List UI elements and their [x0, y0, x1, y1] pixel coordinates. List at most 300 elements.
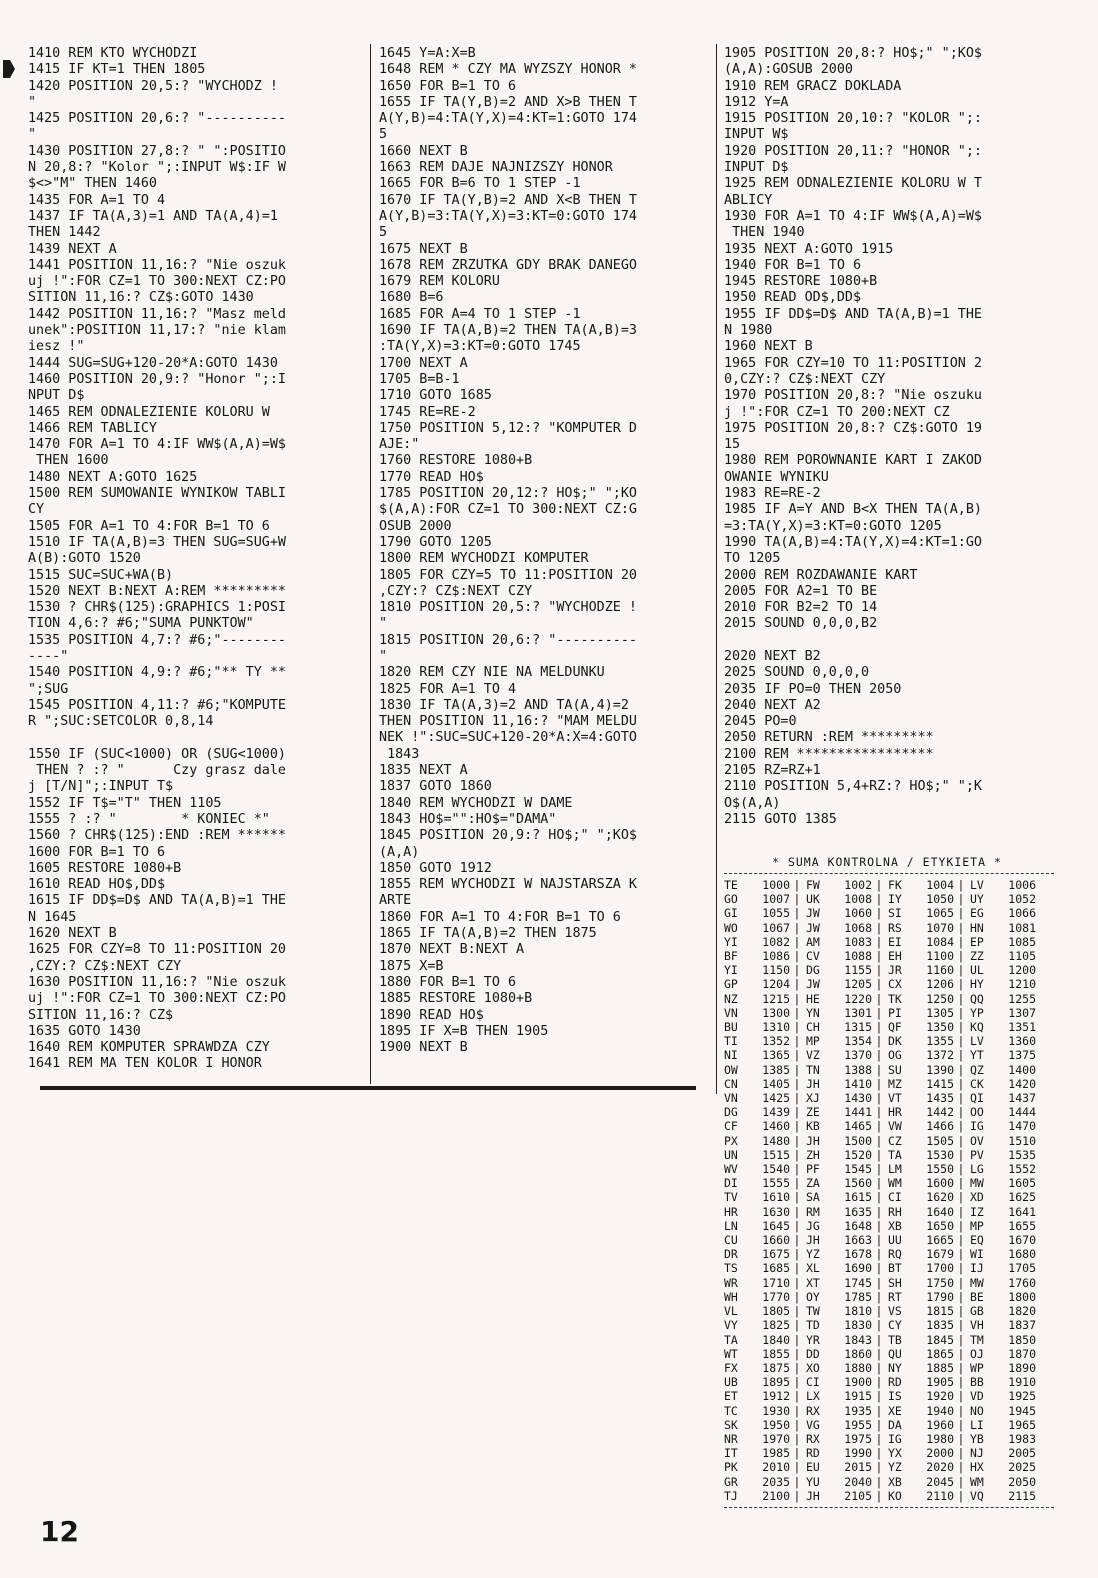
- checksum-separator: |: [957, 1261, 965, 1276]
- checksum-line: 1685: [762, 1261, 790, 1276]
- checksum-code: PF: [806, 1162, 820, 1177]
- checksum-code: WR: [724, 1275, 738, 1290]
- checksum-line: 1515: [762, 1147, 790, 1162]
- checksum-entry: [724, 1119, 806, 1133]
- checksum-line: 1355: [926, 1034, 954, 1049]
- checksum-separator: [1036, 1134, 1050, 1148]
- checksum-entry: [806, 1233, 888, 1247]
- checksum-code: IS: [888, 1389, 902, 1404]
- checksum-entry: [724, 1205, 806, 1219]
- checksum-code: PK: [724, 1460, 738, 1475]
- checksum-code: CN: [724, 1076, 738, 1091]
- checksum-entry: [970, 1176, 1052, 1190]
- checksum-separator: |: [793, 1403, 801, 1418]
- checksum-separator: |: [793, 1091, 801, 1106]
- checksum-code: KB: [806, 1119, 820, 1134]
- checksum-code: YU: [806, 1474, 820, 1489]
- checksum-separator: |: [793, 1261, 801, 1276]
- checksum-entry: [724, 1176, 806, 1190]
- checksum-code: QQ: [970, 991, 984, 1006]
- checksum-separator: |: [957, 1318, 965, 1333]
- checksum-code: JR: [888, 963, 902, 978]
- checksum-code: PV: [970, 1147, 984, 1162]
- checksum-code: VG: [806, 1417, 820, 1432]
- checksum-entry: [806, 1105, 888, 1119]
- checksum-separator: |: [957, 1488, 965, 1503]
- checksum-separator: |: [793, 1105, 801, 1120]
- checksum-line: 1870: [1008, 1346, 1036, 1361]
- checksum-entry: [724, 1475, 806, 1489]
- checksum-separator: |: [875, 1346, 883, 1361]
- checksum-line: 1002: [844, 878, 872, 892]
- checksum-code: TW: [806, 1304, 820, 1319]
- checksum-code: KQ: [970, 1020, 984, 1035]
- checksum-code: XE: [888, 1403, 902, 1418]
- checksum-separator: |: [875, 1020, 883, 1035]
- checksum-separator: |: [957, 1389, 965, 1404]
- checksum-code: XB: [888, 1218, 902, 1233]
- checksum-entry: [724, 1190, 806, 1204]
- checksum-separator: |: [875, 1048, 883, 1063]
- checksum-separator: |: [875, 1005, 883, 1020]
- checksum-line: 1670: [1008, 1233, 1036, 1248]
- checksum-row: [724, 1347, 1054, 1361]
- checksum-row: [724, 1375, 1054, 1389]
- checksum-row: [724, 1261, 1054, 1275]
- checksum-row: [724, 1219, 1054, 1233]
- checksum-separator: [1036, 921, 1050, 935]
- checksum-line: 1950: [762, 1417, 790, 1432]
- checksum-separator: |: [875, 1431, 883, 1446]
- checksum-code: TJ: [724, 1488, 738, 1503]
- checksum-code: EQ: [970, 1233, 984, 1248]
- checksum-code: GB: [970, 1304, 984, 1319]
- checksum-row: [724, 878, 1054, 892]
- checksum-code: VD: [970, 1389, 984, 1404]
- checksum-separator: |: [875, 949, 883, 964]
- checksum-line: 1700: [926, 1261, 954, 1276]
- checksum-separator: [1036, 1261, 1050, 1275]
- checksum-code: KO: [888, 1488, 902, 1503]
- checksum-entry: [970, 1432, 1052, 1446]
- checksum-line: 1200: [1008, 963, 1036, 978]
- checksum-separator: |: [793, 878, 801, 892]
- checksum-code: DK: [888, 1034, 902, 1049]
- checksum-line: 2000: [926, 1446, 954, 1461]
- checksum-separator: |: [793, 1247, 801, 1262]
- checksum-code: YR: [806, 1332, 820, 1347]
- checksum-entry: [888, 1190, 970, 1204]
- checksum-row: [724, 1446, 1054, 1460]
- checksum-separator: |: [793, 1275, 801, 1290]
- checksum-line: 1930: [762, 1403, 790, 1418]
- checksum-entry: [970, 1205, 1052, 1219]
- checksum-entry: [806, 977, 888, 991]
- checksum-separator: |: [957, 1460, 965, 1475]
- checksum-line: 1865: [926, 1346, 954, 1361]
- checksum-entry: [806, 1304, 888, 1318]
- checksum-line: 1620: [926, 1190, 954, 1205]
- checksum-separator: [1036, 1460, 1050, 1474]
- checksum-separator: |: [793, 949, 801, 964]
- checksum-code: UB: [724, 1375, 738, 1390]
- checksum-code: EI: [888, 934, 902, 949]
- checksum-separator: |: [793, 1218, 801, 1233]
- checksum-line: 1690: [844, 1261, 872, 1276]
- checksum-row: [724, 892, 1054, 906]
- checksum-row: [724, 1475, 1054, 1489]
- checksum-separator: |: [957, 1005, 965, 1020]
- checksum-line: 1307: [1008, 1005, 1036, 1020]
- checksum-line: 1555: [762, 1176, 790, 1191]
- checksum-entry: [806, 935, 888, 949]
- checksum-line: 1815: [926, 1304, 954, 1319]
- checksum-separator: |: [875, 1332, 883, 1347]
- checksum-entry: [970, 1418, 1052, 1432]
- checksum-code: YI: [724, 934, 738, 949]
- checksum-separator: |: [793, 1375, 801, 1390]
- checksum-separator: |: [957, 963, 965, 978]
- checksum-entry: [724, 1219, 806, 1233]
- checksum-entry: [970, 1333, 1052, 1347]
- checksum-entry: [970, 1162, 1052, 1176]
- checksum-line: 1067: [762, 920, 790, 935]
- checksum-code: YT: [970, 1048, 984, 1063]
- checksum-separator: |: [957, 1062, 965, 1077]
- checksum-line: 1000: [762, 878, 790, 892]
- checksum-line: 1965: [1008, 1417, 1036, 1432]
- checksum-entry: [888, 921, 970, 935]
- checksum-row: [724, 935, 1054, 949]
- checksum-line: 1550: [926, 1162, 954, 1177]
- checksum-entry: [806, 1176, 888, 1190]
- checksum-separator: |: [875, 934, 883, 949]
- checksum-separator: |: [875, 1289, 883, 1304]
- checksum-code: QZ: [970, 1062, 984, 1077]
- checksum-code: LM: [888, 1162, 902, 1177]
- checksum-line: 1084: [926, 934, 954, 949]
- checksum-separator: |: [875, 1190, 883, 1205]
- checksum-separator: |: [793, 991, 801, 1006]
- checksum-code: HX: [970, 1460, 984, 1475]
- checksum-code: IG: [970, 1119, 984, 1134]
- checksum-code: ZA: [806, 1176, 820, 1191]
- checksum-code: XL: [806, 1261, 820, 1276]
- checksum-entry: [970, 1276, 1052, 1290]
- checksum-line: 1305: [926, 1005, 954, 1020]
- checksum-separator: [1036, 1105, 1050, 1119]
- checksum-separator: [1036, 1489, 1050, 1503]
- checksum-code: VS: [888, 1304, 902, 1319]
- checksum-line: 1410: [844, 1076, 872, 1091]
- checksum-separator: |: [957, 1346, 965, 1361]
- checksum-code: DG: [806, 963, 820, 978]
- checksum-separator: [1036, 935, 1050, 949]
- checksum-code: MP: [806, 1034, 820, 1049]
- checksum-separator: [1036, 1389, 1050, 1403]
- checksum-separator: |: [793, 1176, 801, 1191]
- checksum-code: QF: [888, 1020, 902, 1035]
- checksum-entry: [970, 1148, 1052, 1162]
- checksum-line: 1890: [1008, 1360, 1036, 1375]
- checksum-separator: |: [875, 1091, 883, 1106]
- checksum-line: 1935: [844, 1403, 872, 1418]
- checksum-line: 1970: [762, 1431, 790, 1446]
- checksum-title: * SUMA KONTROLNA / ETYKIETA *: [772, 855, 1002, 869]
- checksum-entry: [724, 1304, 806, 1318]
- checksum-entry: [888, 1034, 970, 1048]
- checksum-entry: [888, 878, 970, 892]
- checksum-code: VH: [970, 1318, 984, 1333]
- checksum-separator: |: [957, 991, 965, 1006]
- checksum-separator: |: [793, 1289, 801, 1304]
- checksum-line: 1055: [762, 906, 790, 921]
- checksum-entry: [970, 963, 1052, 977]
- checksum-code: XT: [806, 1275, 820, 1290]
- checksum-line: 2045: [926, 1474, 954, 1489]
- checksum-line: 1375: [1008, 1048, 1036, 1063]
- checksum-entry: [888, 1304, 970, 1318]
- checksum-separator: [1036, 1318, 1050, 1332]
- checksum-line: 1843: [844, 1332, 872, 1347]
- checksum-separator: |: [957, 934, 965, 949]
- checksum-code: JW: [806, 906, 820, 921]
- checksum-entry: [970, 949, 1052, 963]
- checksum-entry: [970, 1219, 1052, 1233]
- checksum-code: VZ: [806, 1048, 820, 1063]
- checksum-line: 1895: [762, 1375, 790, 1390]
- checksum-separator: [1036, 1375, 1050, 1389]
- checksum-entry: [970, 1105, 1052, 1119]
- checksum-entry: [806, 1119, 888, 1133]
- checksum-code: CF: [724, 1119, 738, 1134]
- checksum-separator: |: [793, 934, 801, 949]
- checksum-entry: [806, 1432, 888, 1446]
- checksum-row: [724, 1290, 1054, 1304]
- bookmark-arrow-icon: [3, 60, 15, 78]
- checksum-entry: [806, 1361, 888, 1375]
- checksum-code: JH: [806, 1233, 820, 1248]
- checksum-entry: [888, 1119, 970, 1133]
- checksum-separator: [1036, 1404, 1050, 1418]
- checksum-code: ZH: [806, 1147, 820, 1162]
- checksum-separator: |: [793, 1431, 801, 1446]
- checksum-entry: [724, 906, 806, 920]
- checksum-line: 1150: [762, 963, 790, 978]
- checksum-line: 1680: [1008, 1247, 1036, 1262]
- checksum-separator: [1036, 1418, 1050, 1432]
- checksum-code: GI: [724, 906, 738, 921]
- checksum-line: 1435: [926, 1091, 954, 1106]
- checksum-line: 1415: [926, 1076, 954, 1091]
- checksum-line: 1160: [926, 963, 954, 978]
- checksum-code: JH: [806, 1488, 820, 1503]
- checksum-row: [724, 1020, 1054, 1034]
- checksum-code: IT: [724, 1446, 738, 1461]
- checksum-entry: [724, 1134, 806, 1148]
- checksum-code: SK: [724, 1417, 738, 1432]
- checksum-entry: [888, 935, 970, 949]
- checksum-entry: [888, 949, 970, 963]
- checksum-code: OO: [970, 1105, 984, 1120]
- checksum-entry: [888, 1276, 970, 1290]
- checksum-entry: [970, 1261, 1052, 1275]
- checksum-entry: [888, 1077, 970, 1091]
- checksum-line: 1845: [926, 1332, 954, 1347]
- checksum-separator: |: [793, 1233, 801, 1248]
- checksum-entry: [806, 1418, 888, 1432]
- checksum-line: 1545: [844, 1162, 872, 1177]
- checksum-line: 2025: [1008, 1460, 1036, 1475]
- checksum-code: MZ: [888, 1076, 902, 1091]
- checksum-entry: [724, 892, 806, 906]
- checksum-line: 1630: [762, 1204, 790, 1219]
- checksum-line: 1204: [762, 977, 790, 992]
- checksum-line: 1665: [926, 1233, 954, 1248]
- checksum-entry: [724, 992, 806, 1006]
- checksum-code: TA: [724, 1332, 738, 1347]
- checksum-separator: |: [875, 1162, 883, 1177]
- checksum-code: CK: [970, 1076, 984, 1091]
- checksum-row: [724, 1205, 1054, 1219]
- checksum-line: 1855: [762, 1346, 790, 1361]
- checksum-row: [724, 1489, 1054, 1503]
- checksum-row: [724, 1333, 1054, 1347]
- checksum-separator: |: [957, 892, 965, 907]
- checksum-code: RQ: [888, 1247, 902, 1262]
- checksum-separator: |: [793, 1460, 801, 1475]
- checksum-separator: [1036, 1247, 1050, 1261]
- checksum-entry: [806, 1020, 888, 1034]
- checksum-entry: [724, 1105, 806, 1119]
- checksum-code: CU: [724, 1233, 738, 1248]
- checksum-code: FX: [724, 1360, 738, 1375]
- checksum-separator: |: [957, 1403, 965, 1418]
- checksum-line: 1663: [844, 1233, 872, 1248]
- checksum-line: 1100: [926, 949, 954, 964]
- checksum-code: YP: [970, 1005, 984, 1020]
- checksum-line: 1365: [762, 1048, 790, 1063]
- checksum-entry: [888, 1432, 970, 1446]
- checksum-line: 1960: [926, 1417, 954, 1432]
- checksum-code: JG: [806, 1218, 820, 1233]
- checksum-entry: [970, 935, 1052, 949]
- checksum-code: YX: [888, 1446, 902, 1461]
- checksum-entry: [724, 1460, 806, 1474]
- checksum-line: 2005: [1008, 1446, 1036, 1461]
- checksum-separator: [1036, 1205, 1050, 1219]
- checksum-line: 1008: [844, 892, 872, 907]
- checksum-code: UK: [806, 892, 820, 907]
- checksum-entry: [970, 892, 1052, 906]
- checksum-code: WI: [970, 1247, 984, 1262]
- checksum-entry: [888, 963, 970, 977]
- checksum-row: [724, 949, 1054, 963]
- checksum-separator: |: [793, 1204, 801, 1219]
- checksum-separator: |: [957, 1375, 965, 1390]
- checksum-code: NI: [724, 1048, 738, 1063]
- checksum-entry: [724, 1404, 806, 1418]
- checksum-separator: |: [957, 977, 965, 992]
- checksum-entry: [724, 1048, 806, 1062]
- checksum-code: HE: [806, 991, 820, 1006]
- checksum-line: 1437: [1008, 1091, 1036, 1106]
- checksum-separator: |: [793, 1446, 801, 1461]
- checksum-code: IZ: [970, 1204, 984, 1219]
- checksum-line: 1900: [844, 1375, 872, 1390]
- checksum-line: 2010: [762, 1460, 790, 1475]
- checksum-line: 1975: [844, 1431, 872, 1446]
- checksum-code: VL: [724, 1304, 738, 1319]
- checksum-line: 1820: [1008, 1304, 1036, 1319]
- checksum-code: VN: [724, 1005, 738, 1020]
- checksum-code: NZ: [724, 991, 738, 1006]
- checksum-code: IJ: [970, 1261, 984, 1276]
- checksum-entry: [888, 1091, 970, 1105]
- checksum-line: 1007: [762, 892, 790, 907]
- checksum-entry: [724, 1446, 806, 1460]
- checksum-row: [724, 1304, 1054, 1318]
- checksum-entry: [888, 1176, 970, 1190]
- checksum-line: 1825: [762, 1318, 790, 1333]
- checksum-line: 1785: [844, 1289, 872, 1304]
- checksum-code: EU: [806, 1460, 820, 1475]
- checksum-separator: |: [875, 920, 883, 935]
- checksum-row: [724, 1148, 1054, 1162]
- checksum-separator: |: [875, 878, 883, 892]
- checksum-entry: [970, 1006, 1052, 1020]
- checksum-code: CY: [888, 1318, 902, 1333]
- checksum-entry: [970, 1460, 1052, 1474]
- checksum-code: OY: [806, 1289, 820, 1304]
- checksum-separator: |: [875, 1474, 883, 1489]
- checksum-code: XD: [970, 1190, 984, 1205]
- checksum-code: CI: [888, 1190, 902, 1205]
- checksum-line: 1860: [844, 1346, 872, 1361]
- checksum-entry: [724, 878, 806, 892]
- checksum-code: ZE: [806, 1105, 820, 1120]
- checksum-code: OV: [970, 1133, 984, 1148]
- checksum-line: 1837: [1008, 1318, 1036, 1333]
- checksum-code: HR: [888, 1105, 902, 1120]
- checksum-separator: |: [793, 1119, 801, 1134]
- checksum-line: 1940: [926, 1403, 954, 1418]
- checksum-separator: |: [875, 977, 883, 992]
- checksum-entry: [806, 1446, 888, 1460]
- checksum-entry: [724, 1432, 806, 1446]
- checksum-row: [724, 963, 1054, 977]
- checksum-entry: [888, 1134, 970, 1148]
- checksum-line: 1088: [844, 949, 872, 964]
- checksum-code: TI: [724, 1034, 738, 1049]
- checksum-entry: [970, 1361, 1052, 1375]
- checksum-code: VW: [888, 1119, 902, 1134]
- checksum-separator: |: [875, 1360, 883, 1375]
- checksum-entry: [888, 1361, 970, 1375]
- checksum-separator: |: [793, 920, 801, 935]
- checksum-line: 1535: [1008, 1147, 1036, 1162]
- checksum-entry: [970, 921, 1052, 935]
- checksum-line: 1442: [926, 1105, 954, 1120]
- checksum-separator: [1036, 1176, 1050, 1190]
- checksum-entry: [888, 1375, 970, 1389]
- checksum-separator: [1036, 906, 1050, 920]
- checksum-code: ZZ: [970, 949, 984, 964]
- checksum-row: [724, 1247, 1054, 1261]
- checksum-separator: |: [875, 1204, 883, 1219]
- checksum-entry: [806, 1318, 888, 1332]
- checksum-entry: [970, 1034, 1052, 1048]
